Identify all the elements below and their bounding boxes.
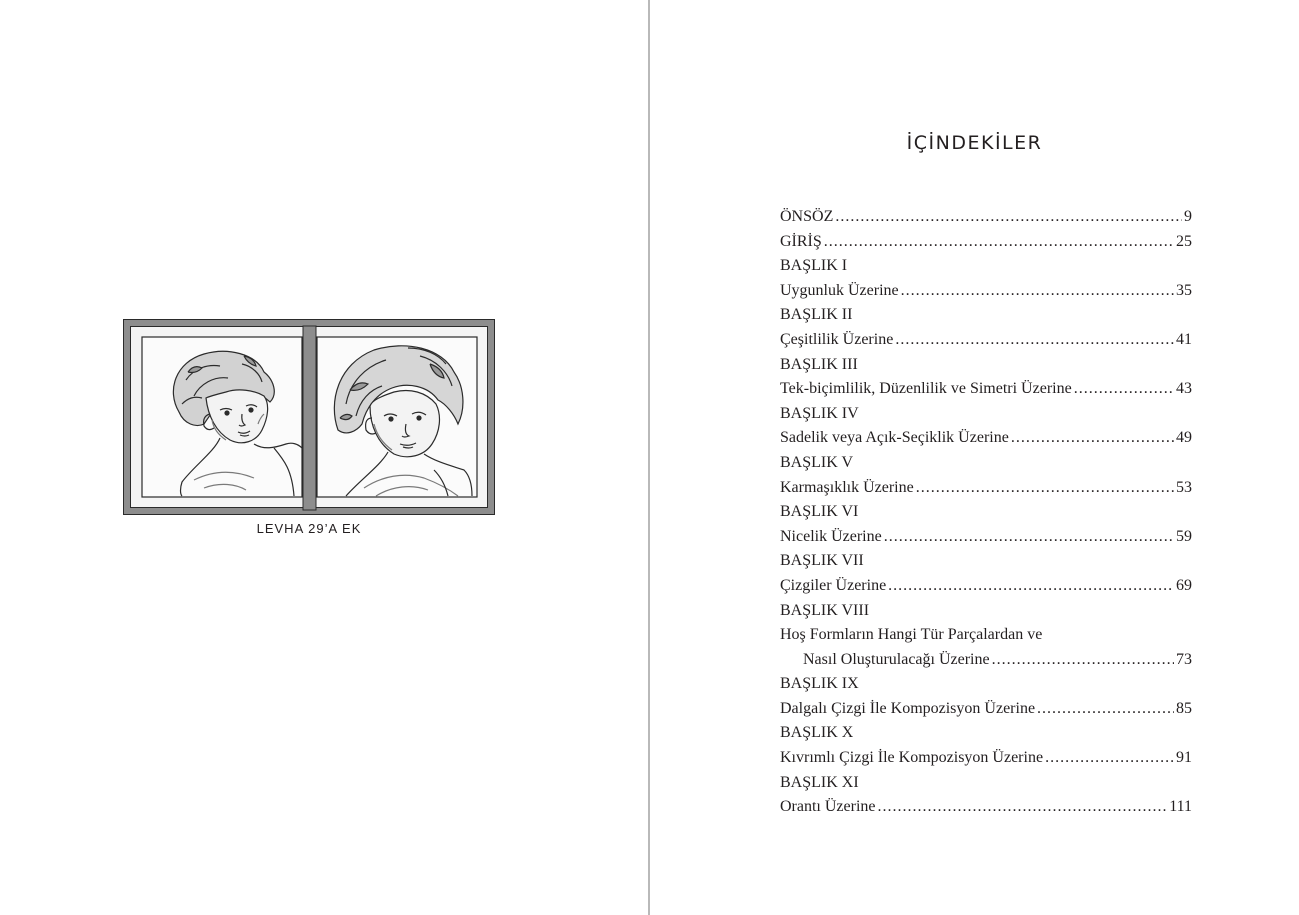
toc-leader-dots	[878, 795, 1168, 820]
toc-entry-title: BAŞLIK I	[780, 257, 848, 275]
toc-entry[interactable]	[780, 353, 1192, 378]
toc-page-number: 25	[1176, 232, 1192, 250]
toc-page-number: 85	[1176, 699, 1192, 717]
left-page	[0, 0, 648, 915]
toc-entry[interactable]	[780, 721, 1192, 746]
toc-leader-dots	[1045, 746, 1174, 771]
toc-entry[interactable]	[780, 574, 1192, 599]
toc-page-number: 69	[1176, 576, 1192, 594]
toc-leader-dots	[895, 328, 1174, 353]
toc-entry-title: Dalgalı Çizgi İle Kompozisyon Üzerine	[780, 699, 1036, 717]
toc-page-number: 59	[1176, 527, 1192, 545]
toc-leader-dots	[1011, 426, 1174, 451]
toc-entry-title: Uygunluk Üzerine	[780, 281, 899, 299]
toc-entry[interactable]	[780, 328, 1192, 353]
toc-entry[interactable]	[780, 451, 1192, 476]
toc-entry-title: BAŞLIK II	[780, 306, 853, 324]
toc-page-number: 91	[1176, 749, 1192, 767]
toc-entry[interactable]	[780, 697, 1192, 722]
toc-entry[interactable]	[780, 230, 1192, 255]
toc-entry[interactable]	[780, 254, 1192, 279]
toc-entry[interactable]	[780, 525, 1192, 550]
toc-entry[interactable]	[780, 771, 1192, 796]
toc-page-number: 111	[1169, 798, 1192, 816]
toc-entry-title: Tek-biçimlilik, Düzenlilik ve Simetri Üzerine	[780, 380, 1072, 398]
toc-page-number: 43	[1176, 380, 1192, 398]
toc-entry-title: BAŞLIK XI	[780, 773, 859, 791]
right-page	[650, 0, 1299, 915]
toc-entry-title: Nasıl Oluşturulacağı Üzerine	[803, 650, 990, 668]
page-title: İÇİNDEKİLER	[906, 132, 1043, 154]
toc-entry-title: Nicelik Üzerine	[780, 527, 882, 545]
toc-entry[interactable]	[780, 303, 1192, 328]
toc-page-number: 41	[1176, 330, 1192, 348]
toc-leader-dots	[884, 525, 1174, 550]
toc-entry-title: ÖNSÖZ	[780, 208, 834, 225]
toc-entry[interactable]	[780, 205, 1192, 230]
illustration-plate	[123, 319, 495, 515]
toc-entry-title: Çizgiler Üzerine	[780, 576, 887, 594]
toc-entry[interactable]	[780, 599, 1192, 624]
toc-entry-title: Karmaşıklık Üzerine	[780, 478, 914, 496]
toc-entry-title: Orantı Üzerine	[780, 798, 876, 816]
toc-entry-title: BAŞLIK IV	[780, 404, 859, 422]
toc-entry[interactable]	[780, 279, 1192, 304]
toc-entry[interactable]	[780, 795, 1192, 820]
toc-page-number: 53	[1176, 478, 1192, 496]
toc-entry-title: BAŞLIK IX	[780, 675, 859, 693]
table-of-contents	[780, 205, 1192, 820]
toc-leader-dots	[901, 279, 1174, 304]
toc-entry[interactable]	[780, 746, 1192, 771]
toc-entry-title: BAŞLIK VII	[780, 552, 864, 570]
toc-entry-title: BAŞLIK X	[780, 724, 854, 742]
toc-page-number: 73	[1176, 650, 1192, 668]
toc-entry[interactable]	[780, 648, 1192, 673]
toc-leader-dots	[1037, 697, 1174, 722]
toc-entry-title: Çeşitlilik Üzerine	[780, 330, 894, 348]
toc-leader-dots	[916, 476, 1174, 501]
toc-entry[interactable]	[780, 377, 1192, 402]
plate-caption: LEVHA 29’A EK	[256, 521, 362, 536]
toc-leader-dots	[888, 574, 1174, 599]
toc-leader-dots	[1074, 377, 1174, 402]
toc-entry[interactable]	[780, 402, 1192, 427]
toc-page-number: 49	[1176, 429, 1192, 447]
toc-entry-title: Hoş Formların Hangi Tür Parçalardan ve	[780, 626, 1043, 644]
toc-entry-title: Sadelik veya Açık-Seçiklik Üzerine	[780, 429, 1009, 447]
toc-entry-title: BAŞLIK VIII	[780, 601, 870, 619]
toc-entry-title: BAŞLIK VI	[780, 503, 859, 521]
toc-entry[interactable]	[780, 623, 1192, 648]
toc-leader-dots	[824, 230, 1174, 255]
toc-entry[interactable]	[780, 672, 1192, 697]
toc-page-number: 35	[1176, 281, 1192, 299]
toc-entry[interactable]	[780, 476, 1192, 501]
toc-entry[interactable]	[780, 426, 1192, 451]
toc-leader-dots	[992, 648, 1174, 673]
toc-entry-title: Kıvrımlı Çizgi İle Kompozisyon Üzerine	[780, 749, 1044, 767]
toc-entry[interactable]	[780, 500, 1192, 525]
toc-entry-title: GİRİŞ	[780, 232, 822, 250]
toc-entry[interactable]	[780, 549, 1192, 574]
toc-entry-title: BAŞLIK V	[780, 453, 854, 471]
toc-page-number: 9	[1184, 208, 1192, 225]
toc-leader-dots	[835, 205, 1182, 230]
toc-entry-title: BAŞLIK III	[780, 355, 858, 373]
cherub-heads-engraving	[124, 320, 496, 516]
